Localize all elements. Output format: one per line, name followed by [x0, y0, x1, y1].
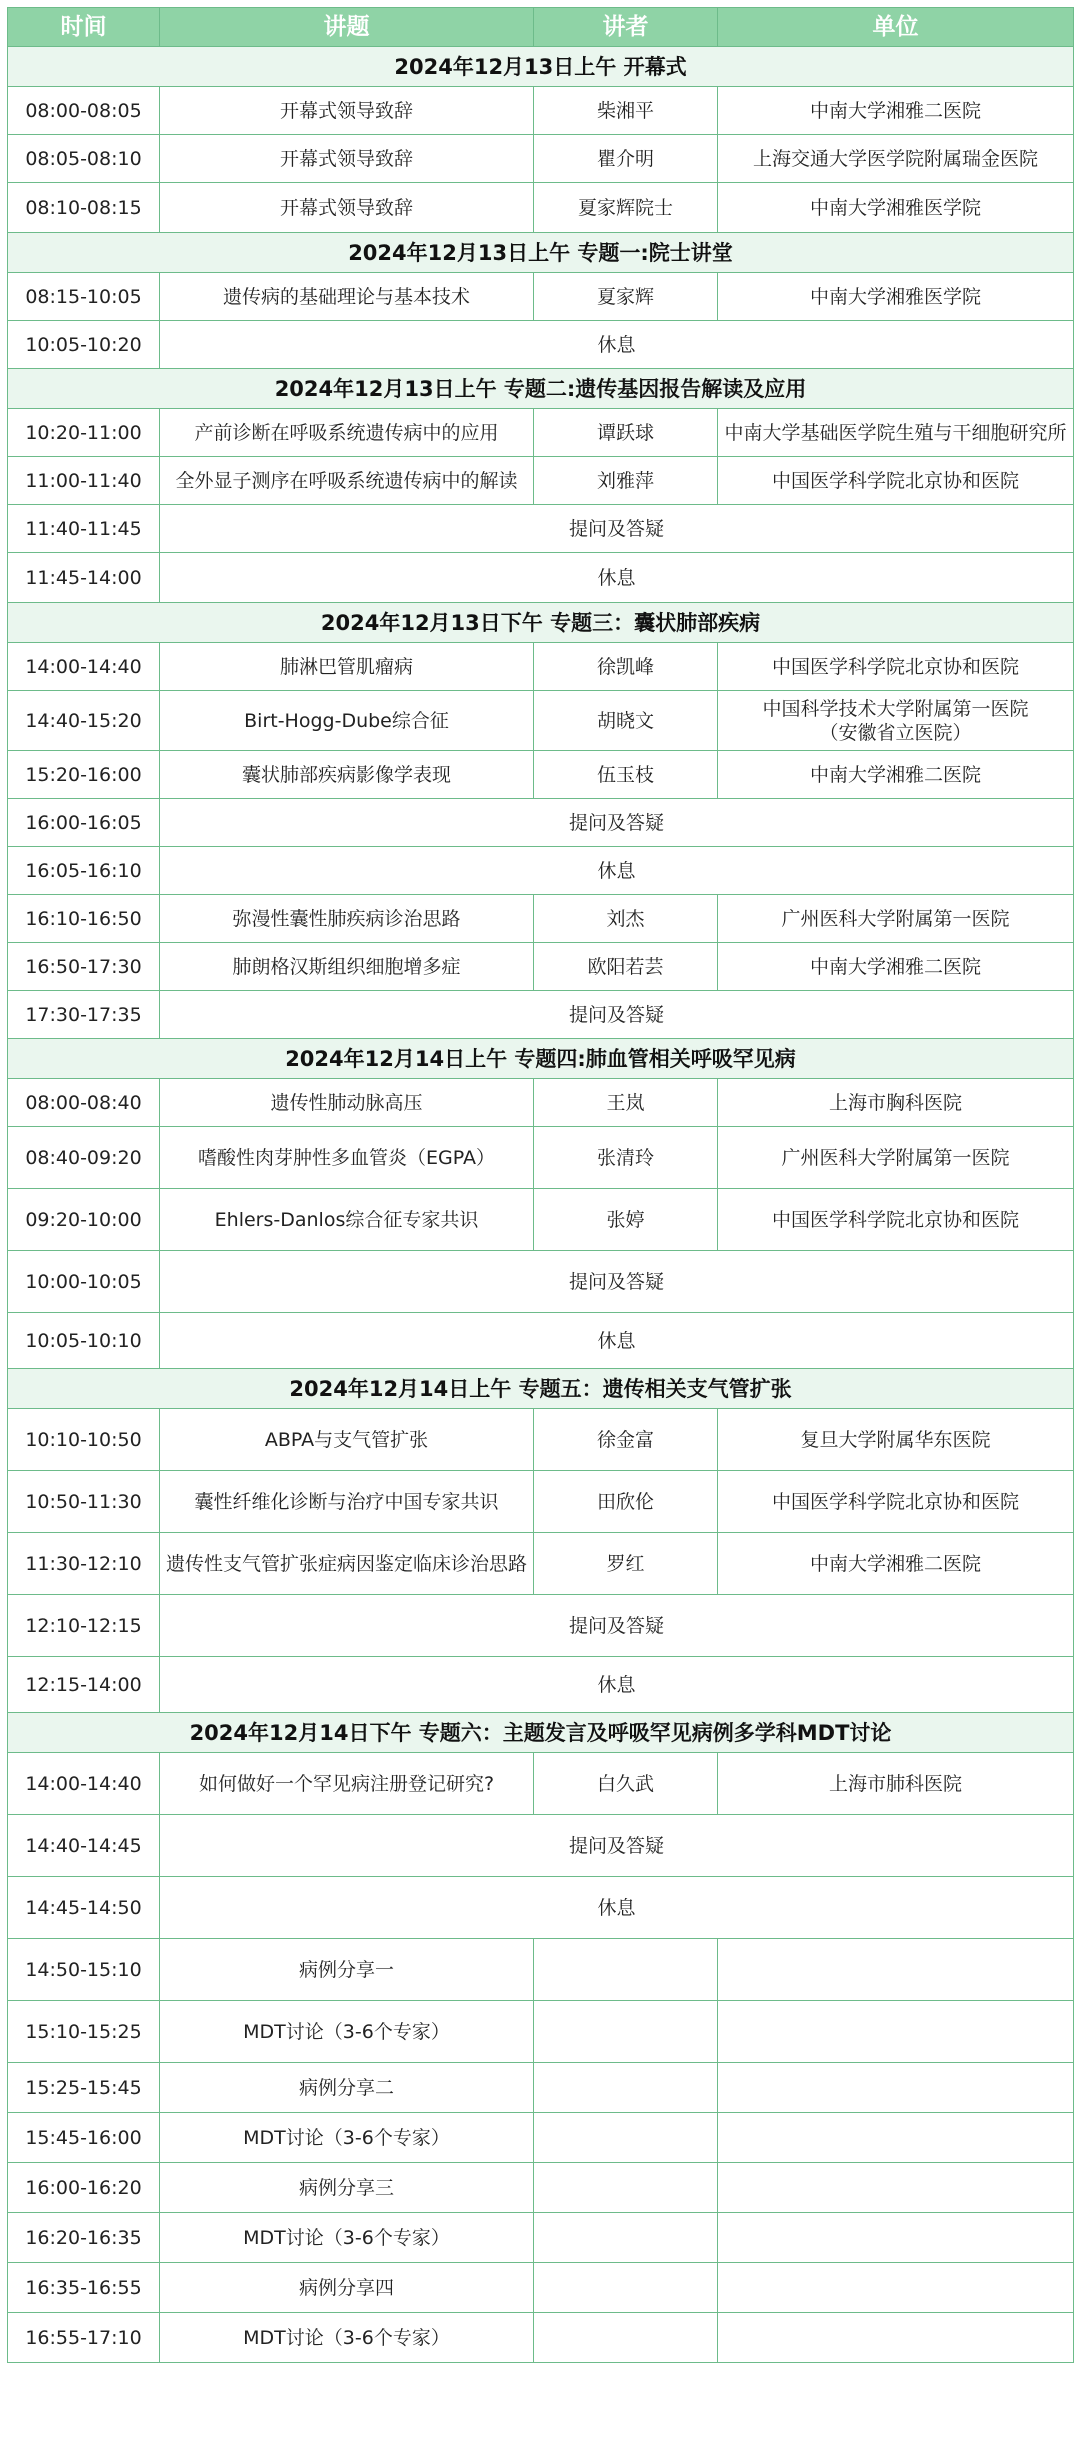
speaker-cell: 刘雅萍: [534, 457, 718, 505]
unit-cell: [718, 2313, 1074, 2363]
speaker-cell: 徐凯峰: [534, 643, 718, 691]
table-row: [8, 135, 1074, 183]
time-cell: 16:00-16:20: [8, 2163, 160, 2213]
time-cell: 09:20-10:00: [8, 1189, 160, 1251]
topic-cell: 开幕式领导致辞: [160, 183, 534, 233]
unit-cell: [718, 691, 1074, 751]
section-title: 2024年12月13日上午 开幕式: [8, 47, 1074, 87]
table-row: [8, 751, 1074, 799]
table-row: [8, 1877, 1074, 1939]
header-speaker: 讲者: [534, 8, 718, 47]
table-row: [8, 87, 1074, 135]
topic-cell: 病例分享四: [160, 2263, 534, 2313]
time-cell: 08:10-08:15: [8, 183, 160, 233]
table-row: [8, 691, 1074, 751]
speaker-cell: 瞿介明: [534, 135, 718, 183]
unit-cell: 中南大学湘雅二医院: [718, 87, 1074, 135]
topic-cell: ABPA与支气管扩张: [160, 1409, 534, 1471]
speaker-cell: 谭跃球: [534, 409, 718, 457]
topic-cell: 囊状肺部疾病影像学表现: [160, 751, 534, 799]
unit-cell: [718, 2163, 1074, 2213]
speaker-cell: 胡晓文: [534, 691, 718, 751]
table-row: [8, 1189, 1074, 1251]
speaker-cell: [534, 1939, 718, 2001]
section-header-row: [8, 369, 1074, 409]
unit-cell: [718, 2113, 1074, 2163]
speaker-cell: 柴湘平: [534, 87, 718, 135]
time-cell: 16:20-16:35: [8, 2213, 160, 2263]
topic-cell: 遗传性支气管扩张症病因鉴定临床诊治思路: [160, 1533, 534, 1595]
merged-cell: 休息: [160, 1657, 1074, 1713]
unit-cell: 上海市肺科医院: [718, 1753, 1074, 1815]
unit-cell: 中南大学湘雅二医院: [718, 1533, 1074, 1595]
speaker-cell: [534, 2313, 718, 2363]
time-cell: 17:30-17:35: [8, 991, 160, 1039]
merged-cell: 提问及答疑: [160, 505, 1074, 553]
topic-cell: Birt-Hogg-Dube综合征: [160, 691, 534, 751]
section-title: 2024年12月14日下午 专题六：主题发言及呼吸罕见病例多学科MDT讨论: [8, 1713, 1074, 1753]
speaker-cell: [534, 2263, 718, 2313]
header-time: 时间: [8, 8, 160, 47]
topic-cell: 病例分享一: [160, 1939, 534, 2001]
time-cell: 16:05-16:10: [8, 847, 160, 895]
topic-cell: 囊性纤维化诊断与治疗中国专家共识: [160, 1471, 534, 1533]
time-cell: 10:05-10:20: [8, 321, 160, 369]
section-header-row: [8, 233, 1074, 273]
section-header-row: [8, 603, 1074, 643]
time-cell: 11:45-14:00: [8, 553, 160, 603]
table-row: [8, 1753, 1074, 1815]
speaker-cell: 夏家辉院士: [534, 183, 718, 233]
unit-cell: 上海市胸科医院: [718, 1079, 1074, 1127]
unit-cell: 上海交通大学医学院附属瑞金医院: [718, 135, 1074, 183]
time-cell: 08:00-08:40: [8, 1079, 160, 1127]
unit-cell: 中南大学湘雅医学院: [718, 183, 1074, 233]
section-title: 2024年12月14日上午 专题五：遗传相关支气管扩张: [8, 1369, 1074, 1409]
topic-cell: Ehlers-Danlos综合征专家共识: [160, 1189, 534, 1251]
unit-cell: 广州医科大学附属第一医院: [718, 895, 1074, 943]
speaker-cell: 徐金富: [534, 1409, 718, 1471]
table-row: [8, 1533, 1074, 1595]
topic-cell: 全外显子测序在呼吸系统遗传病中的解读: [160, 457, 534, 505]
time-cell: 12:15-14:00: [8, 1657, 160, 1713]
section-title: 2024年12月13日上午 专题一:院士讲堂: [8, 233, 1074, 273]
table-row: [8, 1127, 1074, 1189]
speaker-cell: 欧阳若芸: [534, 943, 718, 991]
unit-cell: 中南大学湘雅二医院: [718, 943, 1074, 991]
unit-cell: [718, 1939, 1074, 2001]
time-cell: 11:00-11:40: [8, 457, 160, 505]
table-row: [8, 457, 1074, 505]
table-row: [8, 183, 1074, 233]
topic-cell: 如何做好一个罕见病注册登记研究?: [160, 1753, 534, 1815]
table-row: [8, 1815, 1074, 1877]
schedule-table: [7, 7, 1074, 2363]
table-row: [8, 1595, 1074, 1657]
header-unit: 单位: [718, 8, 1074, 47]
time-cell: 15:20-16:00: [8, 751, 160, 799]
unit-line-1: 中国科学技术大学附属第一医院: [762, 697, 1029, 720]
table-row: [8, 1313, 1074, 1369]
unit-cell: [718, 2063, 1074, 2113]
time-cell: 08:00-08:05: [8, 87, 160, 135]
unit-cell: [718, 2001, 1074, 2063]
time-cell: 08:15-10:05: [8, 273, 160, 321]
speaker-cell: 张清玲: [534, 1127, 718, 1189]
speaker-cell: [534, 2163, 718, 2213]
table-row: [8, 553, 1074, 603]
time-cell: 08:40-09:20: [8, 1127, 160, 1189]
table-row: [8, 1657, 1074, 1713]
speaker-cell: [534, 2063, 718, 2113]
table-row: [8, 273, 1074, 321]
table-row: [8, 643, 1074, 691]
merged-cell: 提问及答疑: [160, 799, 1074, 847]
table-row: [8, 2213, 1074, 2263]
table-row: [8, 321, 1074, 369]
table-row: [8, 1471, 1074, 1533]
table-row: [8, 505, 1074, 553]
table-row: [8, 2313, 1074, 2363]
time-cell: 10:20-11:00: [8, 409, 160, 457]
speaker-cell: 伍玉枝: [534, 751, 718, 799]
time-cell: 10:00-10:05: [8, 1251, 160, 1313]
time-cell: 11:30-12:10: [8, 1533, 160, 1595]
speaker-cell: [534, 2113, 718, 2163]
merged-cell: 休息: [160, 1313, 1074, 1369]
speaker-cell: 刘杰: [534, 895, 718, 943]
speaker-cell: 田欣伦: [534, 1471, 718, 1533]
unit-line-2: （安徽省立医院）: [819, 721, 972, 744]
topic-cell: MDT讨论（3-6个专家）: [160, 2213, 534, 2263]
topic-cell: MDT讨论（3-6个专家）: [160, 2313, 534, 2363]
speaker-cell: 白久武: [534, 1753, 718, 1815]
section-title: 2024年12月13日上午 专题二:遗传基因报告解读及应用: [8, 369, 1074, 409]
table-row: [8, 2263, 1074, 2313]
unit-cell: 中国医学科学院北京协和医院: [718, 1471, 1074, 1533]
speaker-cell: 张婷: [534, 1189, 718, 1251]
topic-cell: MDT讨论（3-6个专家）: [160, 2113, 534, 2163]
section-header-row: [8, 1369, 1074, 1409]
unit-cell: [718, 2213, 1074, 2263]
time-cell: 16:35-16:55: [8, 2263, 160, 2313]
table-row: [8, 2113, 1074, 2163]
table-row: [8, 1409, 1074, 1471]
speaker-cell: 夏家辉: [534, 273, 718, 321]
merged-cell: 提问及答疑: [160, 991, 1074, 1039]
merged-cell: 休息: [160, 553, 1074, 603]
unit-cell: 复旦大学附属华东医院: [718, 1409, 1074, 1471]
merged-cell: 提问及答疑: [160, 1595, 1074, 1657]
time-cell: 14:00-14:40: [8, 643, 160, 691]
topic-cell: 产前诊断在呼吸系统遗传病中的应用: [160, 409, 534, 457]
time-cell: 16:10-16:50: [8, 895, 160, 943]
topic-cell: 遗传性肺动脉高压: [160, 1079, 534, 1127]
topic-cell: 肺朗格汉斯组织细胞增多症: [160, 943, 534, 991]
time-cell: 16:50-17:30: [8, 943, 160, 991]
topic-cell: 弥漫性囊性肺疾病诊治思路: [160, 895, 534, 943]
merged-cell: 休息: [160, 1877, 1074, 1939]
time-cell: 14:45-14:50: [8, 1877, 160, 1939]
topic-cell: 病例分享三: [160, 2163, 534, 2213]
time-cell: 08:05-08:10: [8, 135, 160, 183]
table-row: [8, 409, 1074, 457]
table-row: [8, 847, 1074, 895]
time-cell: 16:00-16:05: [8, 799, 160, 847]
time-cell: 15:25-15:45: [8, 2063, 160, 2113]
table-row: [8, 1939, 1074, 2001]
time-cell: 16:55-17:10: [8, 2313, 160, 2363]
topic-cell: 开幕式领导致辞: [160, 135, 534, 183]
table-row: [8, 1251, 1074, 1313]
unit-cell: 中南大学基础医学院生殖与干细胞研究所: [718, 409, 1074, 457]
speaker-cell: [534, 2213, 718, 2263]
time-cell: 14:50-15:10: [8, 1939, 160, 2001]
time-cell: 10:05-10:10: [8, 1313, 160, 1369]
topic-cell: 肺淋巴管肌瘤病: [160, 643, 534, 691]
unit-cell: 中南大学湘雅二医院: [718, 751, 1074, 799]
speaker-cell: [534, 2001, 718, 2063]
section-title: 2024年12月14日上午 专题四:肺血管相关呼吸罕见病: [8, 1039, 1074, 1079]
time-cell: 10:50-11:30: [8, 1471, 160, 1533]
time-cell: 15:45-16:00: [8, 2113, 160, 2163]
time-cell: 14:40-15:20: [8, 691, 160, 751]
time-cell: 14:40-14:45: [8, 1815, 160, 1877]
speaker-cell: 罗红: [534, 1533, 718, 1595]
section-title: 2024年12月13日下午 专题三：囊状肺部疾病: [8, 603, 1074, 643]
table-row: [8, 895, 1074, 943]
unit-cell: 广州医科大学附属第一医院: [718, 1127, 1074, 1189]
unit-cell: 中国医学科学院北京协和医院: [718, 643, 1074, 691]
topic-cell: 开幕式领导致辞: [160, 87, 534, 135]
header-row: [8, 8, 1074, 47]
topic-cell: 嗜酸性肉芽肿性多血管炎（EGPA）: [160, 1127, 534, 1189]
merged-cell: 提问及答疑: [160, 1251, 1074, 1313]
unit-cell: [718, 2263, 1074, 2313]
table-row: [8, 991, 1074, 1039]
topic-cell: 遗传病的基础理论与基本技术: [160, 273, 534, 321]
section-header-row: [8, 47, 1074, 87]
section-header-row: [8, 1713, 1074, 1753]
time-cell: 10:10-10:50: [8, 1409, 160, 1471]
time-cell: 11:40-11:45: [8, 505, 160, 553]
time-cell: 15:10-15:25: [8, 2001, 160, 2063]
topic-cell: MDT讨论（3-6个专家）: [160, 2001, 534, 2063]
topic-cell: 病例分享二: [160, 2063, 534, 2113]
unit-cell: 中南大学湘雅医学院: [718, 273, 1074, 321]
time-cell: 12:10-12:15: [8, 1595, 160, 1657]
table-row: [8, 2163, 1074, 2213]
table-row: [8, 2063, 1074, 2113]
unit-cell: 中国医学科学院北京协和医院: [718, 1189, 1074, 1251]
merged-cell: 休息: [160, 847, 1074, 895]
table-row: [8, 1079, 1074, 1127]
unit-cell: 中国医学科学院北京协和医院: [718, 457, 1074, 505]
table-row: [8, 943, 1074, 991]
section-header-row: [8, 1039, 1074, 1079]
speaker-cell: 王岚: [534, 1079, 718, 1127]
table-row: [8, 799, 1074, 847]
schedule-body: [8, 47, 1074, 2363]
time-cell: 14:00-14:40: [8, 1753, 160, 1815]
merged-cell: 休息: [160, 321, 1074, 369]
header-topic: 讲题: [160, 8, 534, 47]
merged-cell: 提问及答疑: [160, 1815, 1074, 1877]
table-row: [8, 2001, 1074, 2063]
